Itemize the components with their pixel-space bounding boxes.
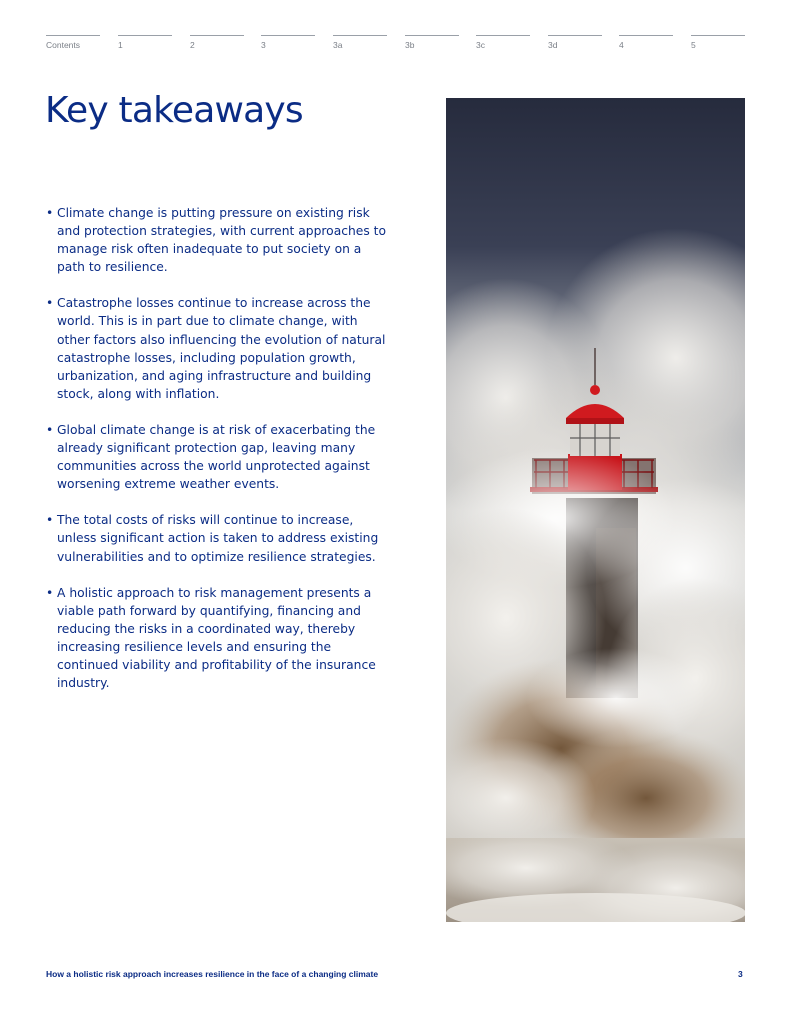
nav-section-2[interactable]: 2 [190,35,244,50]
takeaway-item: • Global climate change is at risk of exacerbating the already significant protection gap, leaving many communities across the world unprotected against worsening extreme weather events. [46,421,391,493]
page-number: 3 [738,969,743,979]
takeaways-list [46,204,391,710]
nav-section-5[interactable]: 5 [691,35,745,50]
nav-section-3b[interactable]: 3b [405,35,459,50]
lighthouse-storm-photo [446,98,745,922]
footer-title: How a holistic risk approach increases resilience in the face of a changing climate [46,969,379,979]
nav-section-1[interactable]: 1 [118,35,172,50]
takeaway-item: • The total costs of risks will continue to increase, unless significant action is taken to address existing vulnerabilities and to optimize resilience strategies. [46,511,391,565]
lighthouse-icon [446,98,745,922]
nav-section-3c[interactable]: 3c [476,35,530,50]
nav-section-4[interactable]: 4 [619,35,673,50]
nav-contents[interactable]: Contents [46,35,100,50]
nav-section-3[interactable]: 3 [261,35,315,50]
section-nav [46,35,746,55]
nav-section-3a[interactable]: 3a [333,35,387,50]
page-title: Key takeaways [45,90,303,131]
takeaway-item: • A holistic approach to risk management presents a viable path forward by quantifying, financing and reducing the risks in a coordinated way, thereby increasing resilience levels and ensuring the continued viability and profitability of the insurance industry. [46,584,391,693]
nav-section-3d[interactable]: 3d [548,35,602,50]
takeaway-item: • Catastrophe losses continue to increase across the world. This is in part due to climate change, with other factors also influencing the evolution of natural catastrophe losses, including population growth, urbanization, and aging infrastructure and building stock, along with inflation. [46,294,391,403]
takeaway-item: • Climate change is putting pressure on existing risk and protection strategies, with current approaches to manage risk often inadequate to put society on a path to resilience. [46,204,391,276]
